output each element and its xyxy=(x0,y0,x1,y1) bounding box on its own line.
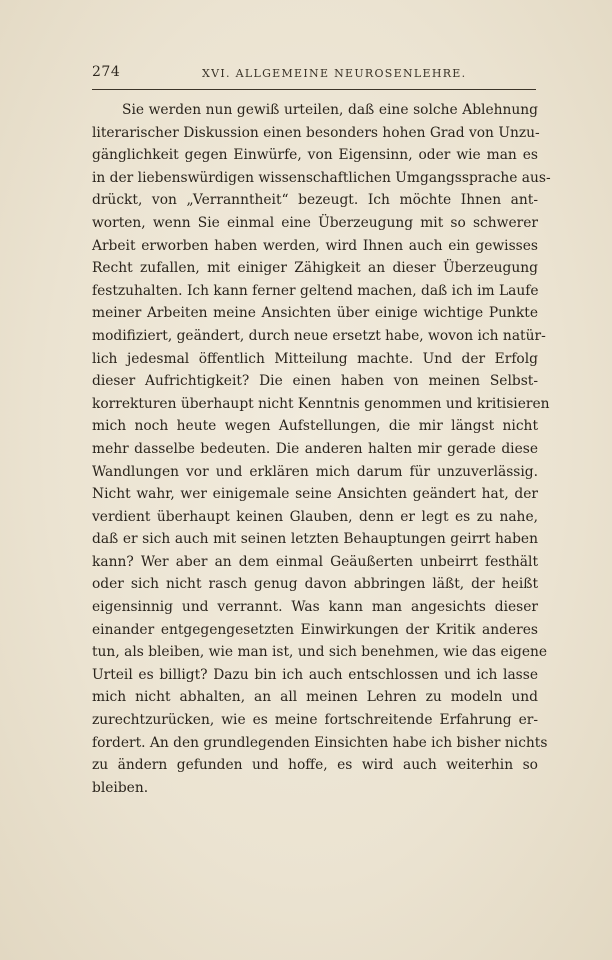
text-line: zurechtzurücken, wie es meine fortschreitende Erfahrung er- xyxy=(92,712,538,729)
text-line: bleiben. xyxy=(92,779,149,796)
page-number: 274 xyxy=(92,64,121,80)
text-line: zu ändern gefunden und hoffe, es wird auch weiterhin so xyxy=(92,757,538,774)
text-line: worten, wenn Sie einmal eine Überzeugung mit so schwerer xyxy=(92,214,538,231)
text-line: Recht zufallen, mit einiger Zähigkeit an dieser Überzeugung xyxy=(92,260,538,277)
text-line: Nicht wahr, wer einigemale seine Ansichten geändert hat, der xyxy=(92,486,538,503)
text-line: gänglichkeit gegen Einwürfe, von Eigensinn, oder wie man es xyxy=(92,147,538,164)
text-line: daß er sich auch mit seinen letzten Behauptungen geirrt haben xyxy=(92,531,538,548)
text-line: in der liebenswürdigen wissenschaftlichen Umgangssprache aus- xyxy=(92,169,551,186)
text-line: einander entgegengesetzten Einwirkungen der Kritik anderes xyxy=(92,621,538,638)
page-header xyxy=(92,64,536,88)
text-line: verdient überhaupt keinen Glauben, denn er legt es zu nahe, xyxy=(92,508,538,525)
text-line: Sie werden nun gewiß urteilen, daß eine solche Ablehnung xyxy=(122,102,538,118)
text-line: modifiziert, geändert, durch neue ersetzt habe, wovon ich natür- xyxy=(92,327,546,344)
text-line: eigensinnig und verrannt. Was kann man angesichts dieser xyxy=(92,599,538,616)
text-line: lich jedesmal öffentlich Mitteilung machte. Und der Erfolg xyxy=(92,350,538,367)
running-title: XVI. ALLGEMEINE NEUROSENLEHRE. xyxy=(202,67,467,80)
text-line: fordert. An den grundlegenden Einsichten habe ich bisher nichts xyxy=(92,734,548,751)
text-line: festzuhalten. Ich kann ferner geltend machen, daß ich im Laufe xyxy=(92,282,539,299)
header-rule xyxy=(92,89,536,90)
body-paragraph xyxy=(92,99,551,799)
text-line: mich noch heute wegen Aufstellungen, die mir längst nicht xyxy=(92,418,538,435)
text-line: korrekturen überhaupt nicht Kenntnis genommen und kritisieren xyxy=(92,395,550,412)
text-line: Wandlungen vor und erklären mich darum für unzuverlässig. xyxy=(92,463,538,480)
text-line: kann? Wer aber an dem einmal Geäußerten unbeirrt festhält xyxy=(92,553,538,570)
text-line: literarischer Diskussion einen besonders hohen Grad von Unzu- xyxy=(92,124,540,141)
text-line: dieser Aufrichtigkeit? Die einen haben von meinen Selbst- xyxy=(92,373,538,390)
text-line: oder sich nicht rasch genug davon abbringen läßt, der heißt xyxy=(92,576,538,593)
text-line: mehr dasselbe bedeuten. Die anderen halten mir gerade diese xyxy=(92,440,538,457)
text-line: drückt, von „Verranntheit“ bezeugt. Ich möchte Ihnen ant- xyxy=(92,192,538,209)
text-line: Urteil es billigt? Dazu bin ich auch entschlossen und ich lasse xyxy=(92,666,538,683)
text-line: mich nicht abhalten, an all meinen Lehren zu modeln und xyxy=(92,689,538,706)
text-line: meiner Arbeiten meine Ansichten über einige wichtige Punkte xyxy=(92,305,538,322)
text-line: tun, als bleiben, wie man ist, und sich benehmen, wie das eigene xyxy=(92,644,548,661)
text-line: Arbeit erworben haben werden, wird Ihnen auch ein gewisses xyxy=(92,237,538,254)
